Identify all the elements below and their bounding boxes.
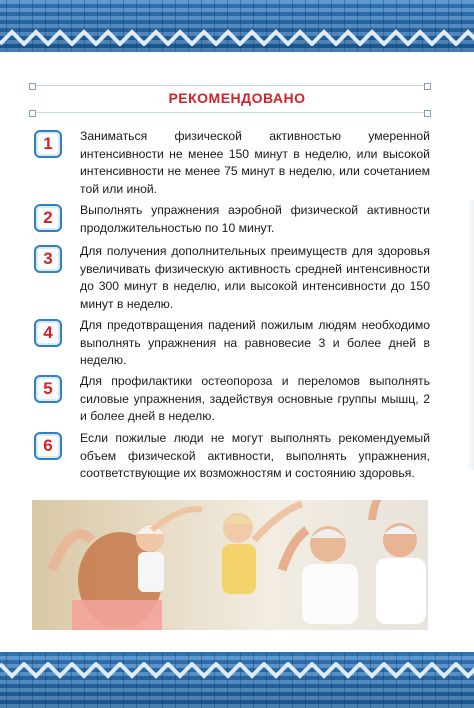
- item-number-badge: 3: [34, 245, 62, 273]
- knit-banner-bottom: [0, 652, 474, 708]
- item-number-badge: 4: [34, 319, 62, 347]
- item-text: Если пожилые люди не могут выполнять рекомендуемый объем физической активности, выполнять упражнения, соответствующие их возможностям и состоянию здоровья.: [80, 431, 430, 480]
- page-heading: РЕКОМЕНДОВАНО: [168, 90, 306, 106]
- item-text: Для профилактики остеопороза и переломов выполнять силовые упражнения, задействуя основные группы мышц, 2 и более дней в неделю.: [80, 374, 430, 423]
- exercise-class-photo: [32, 500, 428, 630]
- item-text: Для предотвращения падений пожилым людям необходимо выполнять упражнения на равновесие 3 и более дней в неделю.: [80, 318, 430, 367]
- page-edge-strip: [466, 200, 474, 470]
- knit-banner-top: [0, 0, 474, 52]
- item-text: Заниматься физической активностью умеренной интенсивности не менее 150 минут в неделю, или высокой интенсивности не менее 75 минут в неделю, или сочетанием той или иной.: [80, 129, 430, 196]
- top-divider: [32, 85, 428, 86]
- item-number-badge: 5: [34, 375, 62, 403]
- item-number-badge: 6: [34, 432, 62, 460]
- item-text: Для получения дополнительных преимуществ для здоровья увеличивать физическую активность средней интенсивности до 300 минут в неделю, или высокой интенсивности до 150 минут в неделю.: [80, 244, 430, 311]
- photo-illustration: [32, 500, 428, 630]
- item-number-badge: 1: [34, 130, 62, 158]
- heading-divider: [32, 112, 428, 113]
- knit-pattern-bottom: [0, 662, 474, 680]
- item-number-badge: 2: [34, 204, 62, 232]
- item-text: Выполнять упражнения аэробной физической активности продолжительностью по 10 минут.: [80, 203, 430, 235]
- knit-pattern-top: [0, 28, 474, 46]
